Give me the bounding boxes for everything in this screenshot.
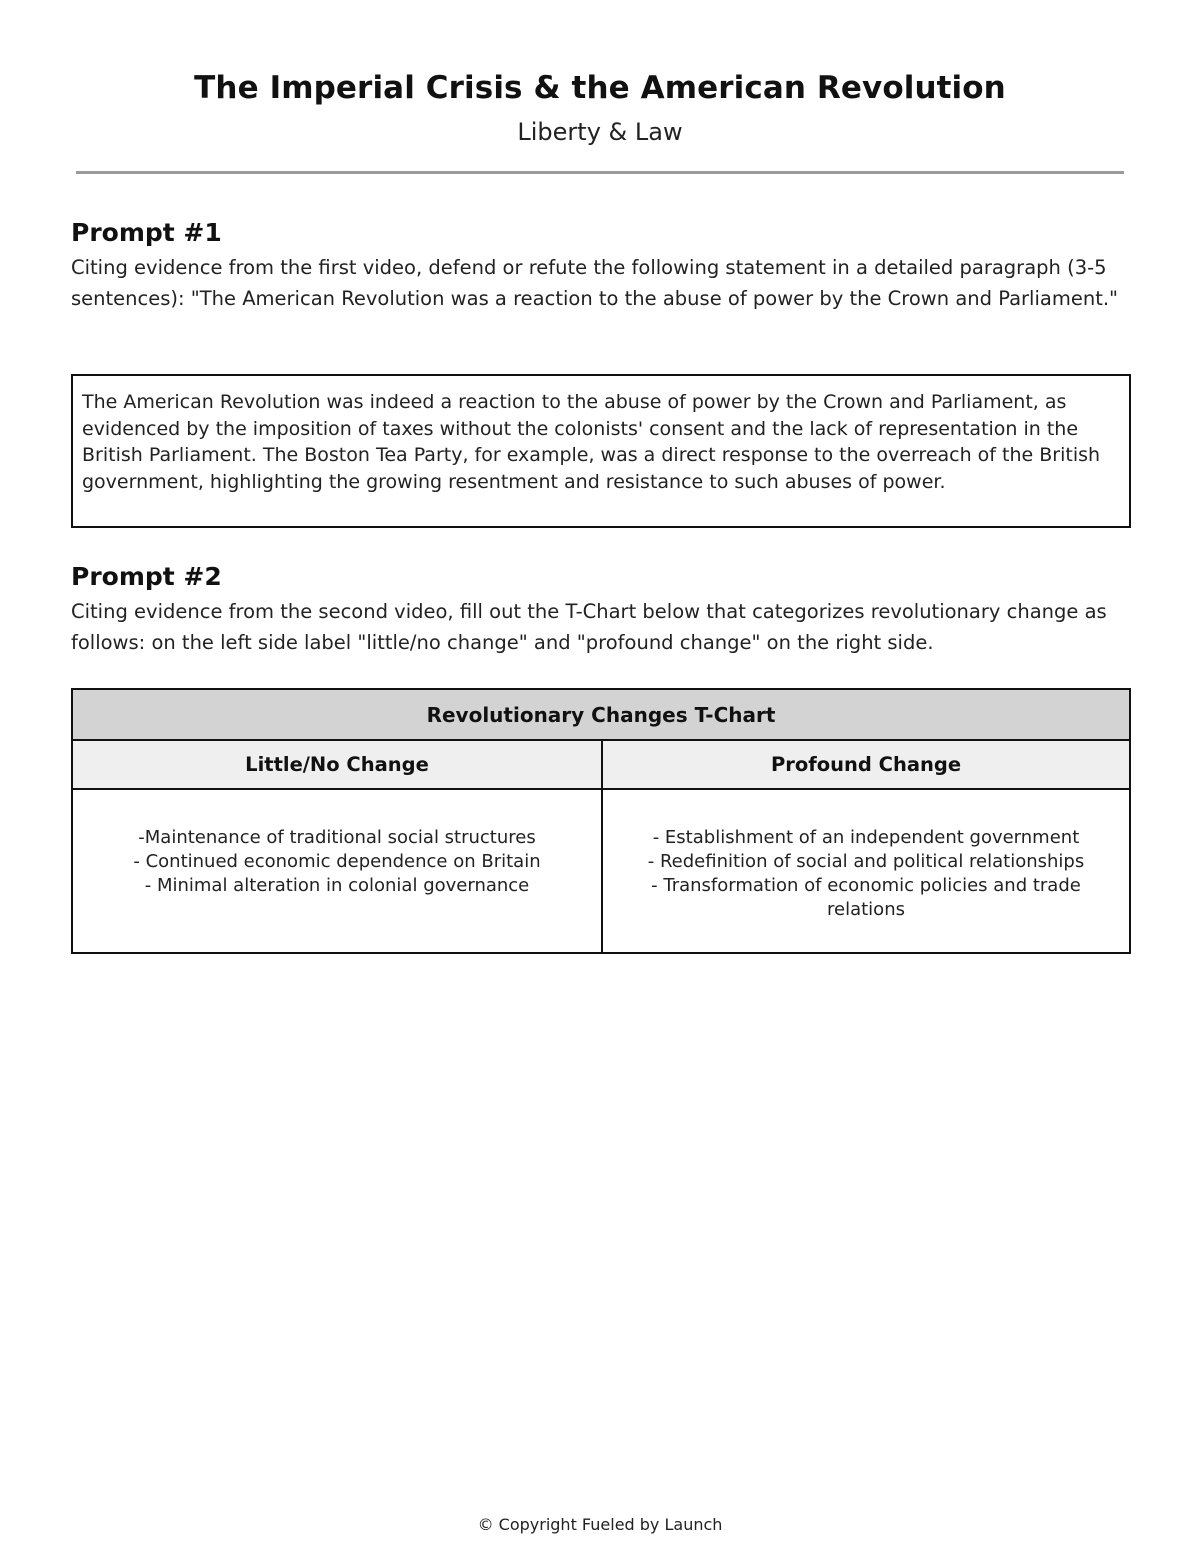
left-item: -Maintenance of traditional social structures	[138, 827, 536, 848]
page-subtitle: Liberty & Law	[517, 118, 683, 146]
t-chart-title: Revolutionary Changes T-Chart	[73, 690, 1129, 741]
left-item: - Minimal alteration in colonial governance	[144, 875, 530, 896]
prompt-2-instructions: Citing evidence from the second video, fill out the T-Chart below that categorizes revolutionary change as follows: on the left side label "little/no change" and "profound change" on the right side.	[71, 600, 1107, 654]
left-item: - Continued economic dependence on Britain	[133, 851, 541, 872]
prompt-1-instructions: Citing evidence from the first video, defend or refute the following statement in a detailed paragraph (3-5 sentences): "The American Revolution was a reaction to the abuse of power by the Crown and Parliament."	[71, 256, 1119, 310]
prompt-1-heading: Prompt #1	[71, 218, 222, 247]
prompt-1-answer-box[interactable]	[71, 374, 1131, 528]
copyright-footer: © Copyright Fueled by Launch	[477, 1515, 723, 1534]
header-divider	[76, 171, 1124, 174]
t-chart-right-header: Profound Change	[603, 741, 1129, 790]
t-chart-right-cell[interactable]	[603, 790, 1129, 952]
page-title: The Imperial Crisis & the American Revolution	[194, 70, 1006, 106]
t-chart-left-cell[interactable]	[73, 790, 603, 952]
right-item: - Redefinition of social and political relationships	[647, 851, 1085, 872]
t-chart-left-header: Little/No Change	[73, 741, 603, 790]
right-item: - Establishment of an independent government	[652, 827, 1080, 848]
prompt-1-answer-text[interactable]: The American Revolution was indeed a reaction to the abuse of power by the Crown and Parliament, as evidenced by the imposition of taxes without the colonists' consent and the lack of representation in the British Parliament. The Boston Tea Party, for example, was a direct response to the overreach of the British government, highlighting the growing resentment and resistance to such abuses of power.	[82, 391, 1101, 493]
right-item: - Transformation of economic policies and trade relations	[651, 875, 1081, 920]
prompt-2-heading: Prompt #2	[71, 562, 222, 591]
t-chart-table	[71, 688, 1131, 954]
